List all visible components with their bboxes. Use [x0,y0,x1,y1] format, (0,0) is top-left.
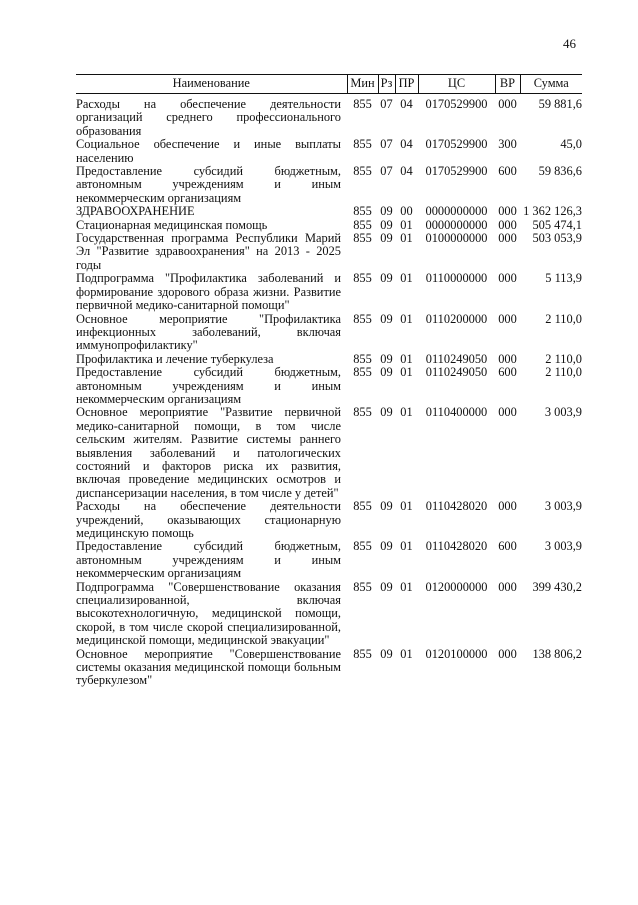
row-rz: 09 [380,646,393,661]
row-pr: 01 [400,579,413,594]
row-vr: 600 [498,164,517,179]
row-vr: 000 [498,646,517,661]
table-row [76,232,582,272]
row-min: 855 [353,271,372,286]
row-cs: 0120000000 [425,579,488,594]
row-name: Основное мероприятие "Развитие первичной медико-санитарной помощи, в том числе сельским жителям. Развитие системы раннего выявления заболеваний и патологических состояний и факторов риска их развития, включая проведение медицинских осмотров и диспансеризации населения, в том числе у детей" [76,405,341,500]
row-cs: 0110000000 [425,271,488,286]
row-pr: 01 [400,231,413,246]
row-vr: 000 [498,311,517,326]
row-vr: 600 [498,539,517,554]
row-sum: 138 806,2 [532,646,582,661]
row-vr: 000 [498,204,517,219]
header-name: Наименование [76,75,347,94]
row-cs: 0100000000 [425,231,488,246]
table-row [76,353,582,366]
row-pr: 04 [400,164,413,179]
row-sum: 3 003,9 [544,405,582,420]
row-min: 855 [353,365,372,380]
header-cs: ЦС [418,75,495,94]
row-cs: 0110249050 [425,365,488,380]
row-rz: 09 [380,204,393,219]
row-rz: 07 [380,164,393,179]
row-vr: 000 [498,351,517,366]
row-rz: 09 [380,539,393,554]
row-min: 855 [353,499,372,514]
row-sum: 1 362 126,3 [523,204,582,219]
table-row [76,313,582,353]
row-cs: 0170529900 [425,97,488,111]
budget-table [76,74,582,688]
table-row [76,648,582,688]
table-row [76,500,582,540]
row-cs: 0110200000 [425,311,488,326]
row-vr: 000 [498,97,517,111]
row-rz: 09 [380,499,393,514]
row-pr: 00 [400,204,413,219]
row-name: ЗДРАВООХРАНЕНИЕ [76,204,195,219]
row-rz: 09 [380,271,393,286]
row-pr: 01 [400,217,413,232]
table-row [76,219,582,232]
row-pr: 04 [400,137,413,152]
row-rz: 09 [380,579,393,594]
row-vr: 000 [498,499,517,514]
row-sum: 59 836,6 [538,164,582,179]
row-name: Подпрограмма "Совершенствование оказания специализированной, включая высокотехнологичную, медицинской помощи, скорой, в том числе скорой специализированной, медицинской помощи, медицинской эвакуации" [76,579,341,648]
row-rz: 07 [380,97,393,111]
row-cs: 0170529900 [425,164,488,179]
table-body [76,94,582,688]
table-row [76,406,582,500]
row-vr: 600 [498,365,517,380]
row-rz: 09 [380,365,393,380]
row-sum: 5 113,9 [545,271,582,286]
table-row [76,138,582,165]
row-min: 855 [353,204,372,219]
row-vr: 000 [498,405,517,420]
row-min: 855 [353,405,372,420]
row-rz: 09 [380,351,393,366]
row-cs: 0170529900 [425,137,488,152]
row-rz: 09 [380,231,393,246]
row-sum: 45,0 [560,137,582,152]
row-cs: 0120100000 [425,646,488,661]
row-name: Предоставление субсидий бюджетным, автономным учреждениям и иным некоммерческим организациям [76,365,341,406]
row-cs: 0000000000 [425,217,488,232]
row-sum: 2 110,0 [545,311,582,326]
row-sum: 3 003,9 [544,499,582,514]
row-pr: 01 [400,351,413,366]
row-sum: 2 110,0 [545,351,582,366]
row-pr: 01 [400,646,413,661]
row-pr: 01 [400,271,413,286]
row-name: Социальное обеспечение и иные выплаты населению [76,137,341,165]
row-pr: 01 [400,499,413,514]
row-cs: 0000000000 [425,204,488,219]
row-vr: 000 [498,271,517,286]
row-pr: 01 [400,539,413,554]
row-pr: 01 [400,311,413,326]
table-row [76,165,582,205]
header-pr: ПР [395,75,418,94]
row-name: Основное мероприятие "Профилактика инфекционных заболеваний, включая иммунопрофилактику" [76,311,341,353]
row-name: Подпрограмма "Профилактика заболеваний и формирование здорового образа жизни. Развитие первичной медико-санитарной помощи" [76,271,341,313]
row-min: 855 [353,579,372,594]
table-row [76,272,582,312]
table-row [76,581,582,648]
row-min: 855 [353,539,372,554]
row-name: Расходы на обеспечение деятельности учреждений, оказывающих стационарную медицинскую помощь [76,499,341,540]
row-min: 855 [353,164,372,179]
row-sum: 2 110,0 [545,365,582,380]
row-cs: 0110400000 [425,405,488,420]
table-header-row [76,75,582,94]
row-rz: 09 [380,311,393,326]
row-sum: 399 430,2 [532,579,582,594]
row-name: Расходы на обеспечение деятельности организаций среднего профессионального образования [76,97,341,138]
row-name: Стационарная медицинская помощь [76,217,268,232]
row-cs: 0110428020 [425,499,488,514]
row-cs: 0110428020 [425,539,488,554]
row-pr: 04 [400,97,413,111]
header-rz: Рз [378,75,395,94]
header-min: Мин [347,75,378,94]
row-sum: 505 474,1 [532,217,582,232]
row-rz: 09 [380,217,393,232]
row-name: Государственная программа Республики Марий Эл "Развитие здравоохранения" на 2013 - 2025 годы [76,231,341,272]
row-vr: 000 [498,231,517,246]
row-sum: 3 003,9 [544,539,582,554]
row-cs: 0110249050 [425,351,488,366]
row-min: 855 [353,231,372,246]
row-min: 855 [353,137,372,152]
row-pr: 01 [400,405,413,420]
row-min: 855 [353,351,372,366]
row-rz: 07 [380,137,393,152]
row-pr: 01 [400,365,413,380]
row-vr: 000 [498,217,517,232]
row-sum: 503 053,9 [532,231,582,246]
row-min: 855 [353,97,372,111]
header-sum: Сумма [520,75,582,94]
row-name: Предоставление субсидий бюджетным, автономным учреждениям и иным некоммерческим организациям [76,539,341,581]
row-vr: 000 [498,579,517,594]
table-row [76,205,582,218]
table-row [76,366,582,406]
row-sum: 59 881,6 [538,97,582,111]
table-row [76,94,582,139]
row-rz: 09 [380,405,393,420]
row-name: Профилактика и лечение туберкулеза [76,351,274,366]
row-name: Предоставление субсидий бюджетным, автономным учреждениям и иным некоммерческим организациям [76,164,341,205]
row-min: 855 [353,646,372,661]
row-min: 855 [353,217,372,232]
page-number: 46 [563,36,576,51]
row-min: 855 [353,311,372,326]
row-name: Основное мероприятие "Совершенствование системы оказания медицинской помощи больным туберкулезом" [76,646,341,688]
row-vr: 300 [498,137,517,152]
table-row [76,540,582,580]
header-vr: ВР [495,75,520,94]
